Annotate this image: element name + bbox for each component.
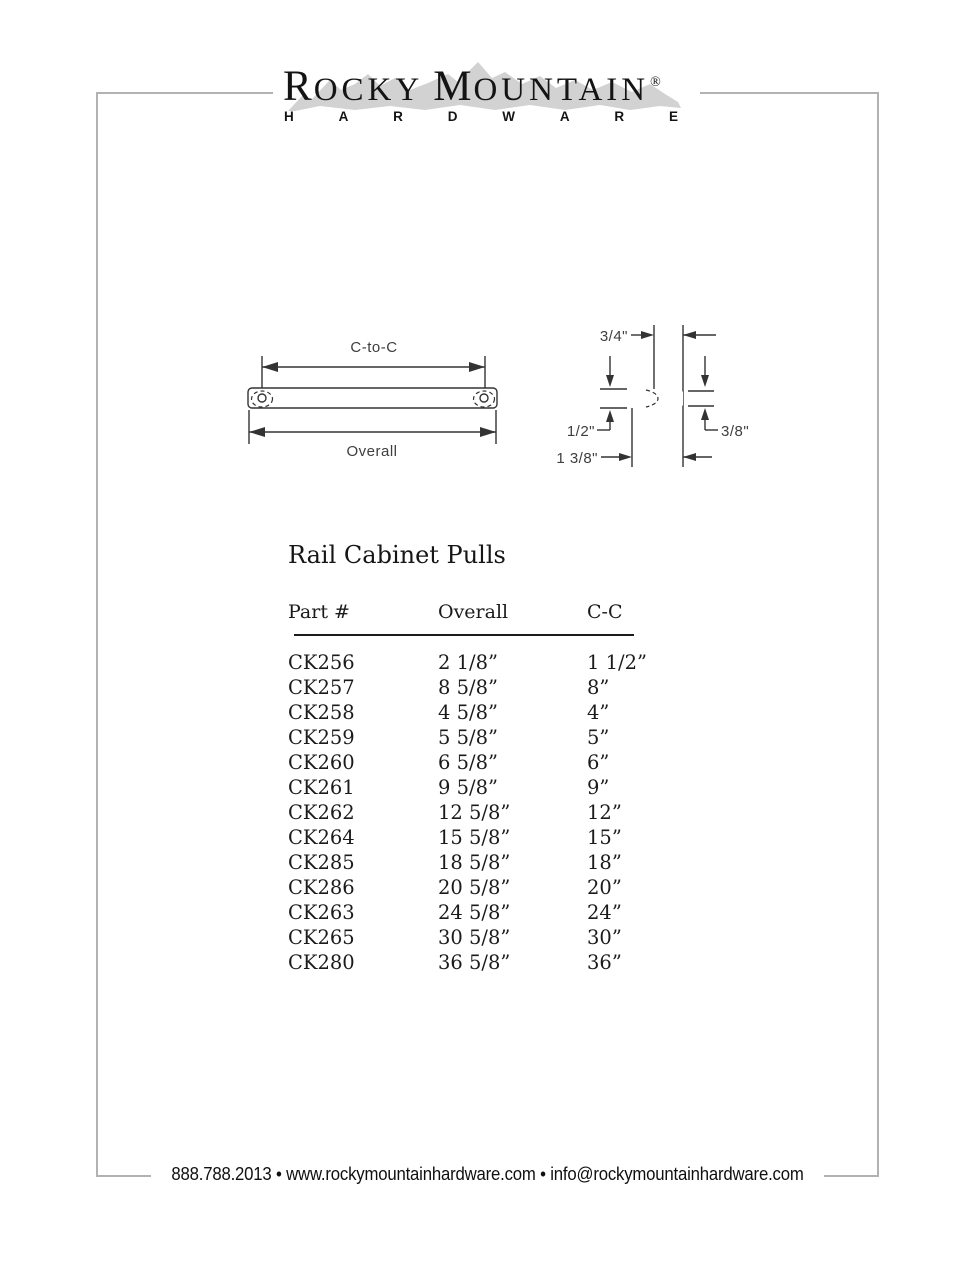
column-header-part: Part # [288,601,350,623]
registered-trademark-icon: ® [650,75,661,90]
overall-size: 24 5/8” [438,901,511,924]
brand-subtitle-letter: E [668,109,678,124]
part-number: CK258 [288,701,355,724]
table-row [288,925,648,950]
arrowhead-icon [606,375,614,387]
cc-size: 20” [587,876,622,899]
brand-logo [283,54,685,126]
table-row [288,650,648,675]
brand-subtitle-letter: R [614,109,625,124]
brand-subtitle-letter: A [559,109,570,124]
overall-size: 5 5/8” [438,726,498,749]
table-row [288,675,648,700]
arrowhead-icon [683,331,696,339]
overall-size: 30 5/8” [438,926,511,949]
cc-size: 4” [587,701,610,724]
part-number: CK285 [288,851,355,874]
spec-table-body [288,650,648,975]
arrowhead-icon [606,410,614,422]
overall-size: 12 5/8” [438,801,511,824]
table-header [288,600,648,624]
brand-subtitle-letter: R [393,109,403,124]
spec-table [288,600,648,975]
dim-label-c-to-c: C-to-C [350,339,398,356]
table-row [288,900,648,925]
arrowhead-icon [701,408,709,420]
brand-subtitle-letter: D [447,109,458,124]
cc-size: 5” [587,726,610,749]
overall-size: 4 5/8” [438,701,498,724]
dim-label-three-quarter: 3/4" [599,328,628,345]
cc-size: 8” [587,676,610,699]
arrowhead-icon [619,453,632,461]
footer-contact-line: 888.788.2013 • www.rockymountainhardware.com • info@rockymountainhardware.com [171,1164,804,1184]
brand-word1-initial: R [283,63,314,110]
front-view-drawing [238,332,510,462]
overall-size: 8 5/8” [438,676,498,699]
table-row [288,950,648,975]
side-view-drawing [540,320,770,470]
part-number: CK262 [288,801,355,824]
table-row [288,750,648,775]
frame-top-left-segment [96,92,273,94]
brand-word2-rest: OUNTAIN [473,72,650,108]
table-row [288,725,648,750]
rail-outline [248,388,497,408]
table-row [288,875,648,900]
arrowhead-icon [262,362,278,372]
part-number: CK257 [288,676,355,699]
table-row [288,800,648,825]
part-number: CK261 [288,776,355,799]
arrowhead-icon [469,362,485,372]
brand-subtitle [284,109,678,124]
overall-size: 36 5/8” [438,951,511,974]
brand-word1-rest: OCKY [313,72,424,108]
cc-size: 1 1/2” [587,651,647,674]
dim-label-overall: Overall [346,443,398,460]
cc-size: 12” [587,801,622,824]
overall-size: 9 5/8” [438,776,498,799]
cc-size: 24” [587,901,622,924]
column-header-overall: Overall [438,601,509,623]
part-number: CK265 [288,926,355,949]
part-number: CK286 [288,876,355,899]
table-row [288,775,648,800]
brand-subtitle-letter: A [338,109,349,124]
arrowhead-icon [641,331,654,339]
dim-label-half-inch: 1/2" [566,423,595,440]
arrowhead-icon [249,427,265,437]
column-header-cc: C-C [587,601,623,623]
table-header-rule [294,634,634,636]
part-number: CK259 [288,726,355,749]
brand-subtitle-letter: W [502,109,515,124]
frame-top-right-segment [700,92,879,94]
page-title: Rail Cabinet Pulls [288,541,506,569]
frame-left-border [96,92,98,1177]
part-number: CK264 [288,826,355,849]
table-row [288,825,648,850]
overall-size: 2 1/8” [438,651,498,674]
overall-size: 15 5/8” [438,826,511,849]
cc-size: 6” [587,751,610,774]
arrowhead-icon [683,453,696,461]
overall-size: 20 5/8” [438,876,511,899]
part-number: CK263 [288,901,355,924]
overall-size: 18 5/8” [438,851,511,874]
arrowhead-icon [480,427,496,437]
table-row [288,700,648,725]
brand-subtitle-letter: H [284,109,294,124]
table-row [288,850,648,875]
cc-size: 30” [587,926,622,949]
dim-label-three-eighth: 3/8" [721,423,750,440]
brand-word2-initial: M [433,63,474,110]
cc-size: 9” [587,776,610,799]
cc-size: 36” [587,951,622,974]
overall-size: 6 5/8” [438,751,498,774]
cc-size: 15” [587,826,622,849]
part-number: CK280 [288,951,355,974]
part-number: CK256 [288,651,355,674]
dim-label-depth: 1 3/8" [556,450,598,467]
cc-size: 18” [587,851,622,874]
arrowhead-icon [701,375,709,387]
brand-wordmark [283,62,661,111]
frame-right-border [877,92,879,1177]
part-number: CK260 [288,751,355,774]
